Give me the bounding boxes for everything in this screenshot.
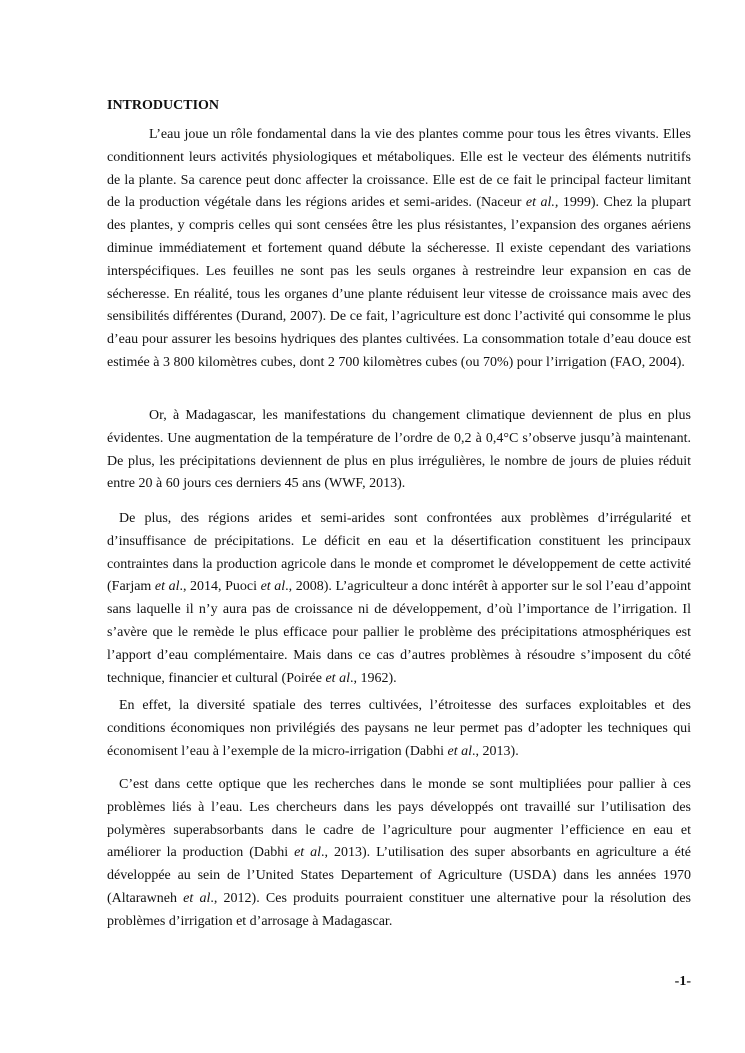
page-number: -1-	[674, 974, 691, 989]
paragraph-3: De plus, des régions arides et semi-arides sont confrontées aux problèmes d’irrégularité et d’insuffisance de précipitations. Le déficit en eau et la désertification constituent les principaux contraintes dans la production agricole dans le monde et compromet le développement de cette activité (Farjam et al., 2014, Puoci et al., 2008). L’agriculteur a donc intérêt à apporter sur le sol l’eau d’appoint sans laquelle il n’y aura pas de croissance ni de développement, d’où l’importance de l’irrigation. Il s’avère que le remède le plus efficace pour pallier le problème des précipitations atmosphériques est l’apport d’eau complémentaire. Mais dans ce cas d’autres problèmes à résoudre s’imposent du côté technique, financier et cultural (Poirée et al., 1962).	[107, 511, 691, 686]
paragraph-1: L’eau joue un rôle fondamental dans la vie des plantes comme pour tous les êtres vivants. Elles conditionnent leurs activités physiologiques et métaboliques. Elle est le vecteur des éléments nutritifs de la plante. Sa carence peut donc affecter la croissance. Elle est de ce fait le principal facteur limitant de la production végétale dans les régions arides et semi-arides. (Naceur et al., 1999). Chez la plupart des plantes, y compris celles qui sont censées être les plus résistantes, l’expansion des organes aériens diminue immédiatement et fortement quand débute la sécheresse. Il existe cependant des variations interspécifiques. Les feuilles ne sont pas les seuls organes à restreindre leur expansion en cas de sécheresse. En réalité, tous les organes d’une plante réduisent leur vitesse de croissance mais avec des sensibilités différentes (Durand, 2007). De ce fait, l’agriculture est donc l’activité qui consomme le plus d’eau pour assurer les besoins hydriques des plantes cultivées. La consommation totale d’eau douce est estimée à 3 800 kilomètres cubes, dont 2 700 kilomètres cubes (ou 70%) pour l’irrigation (FAO, 2004).	[107, 127, 691, 370]
paragraph-4: En effet, la diversité spatiale des terres cultivées, l’étroitesse des surfaces exploitables et des conditions économiques non privilégiés des paysans ne leur permet pas d’adopter les techniques qui économisent l’eau à l’exemple de la micro-irrigation (Dabhi et al., 2013).	[107, 698, 691, 759]
paragraph-5: C’est dans cette optique que les recherches dans le monde se sont multipliées pour pallier à ces problèmes liés à l’eau. Les chercheurs dans les pays développés ont travaillé sur l’utilisation des polymères superabsorbants dans le cadre de l’agriculture pour augmenter l’efficience en eau et améliorer la production (Dabhi et al., 2013). L’utilisation des super absorbants en agriculture a été développée au sein de l’United States Departement of Agriculture (USDA) dans les années 1970 (Altarawneh et al., 2012). Ces produits pourraient constituer une alternative pour la résolution des problèmes d’irrigation et d’arrosage à Madagascar.	[107, 777, 691, 929]
paragraph-2: Or, à Madagascar, les manifestations du changement climatique deviennent de plus en plus évidentes. Une augmentation de la température de l’ordre de 0,2 à 0,4°C s’observe jusqu’à maintenant. De plus, les précipitations deviennent de plus en plus irrégulières, le nombre de jours de pluies réduit entre 20 à 60 jours ces derniers 45 ans (WWF, 2013).	[107, 408, 691, 492]
section-heading: INTRODUCTION	[107, 98, 220, 113]
